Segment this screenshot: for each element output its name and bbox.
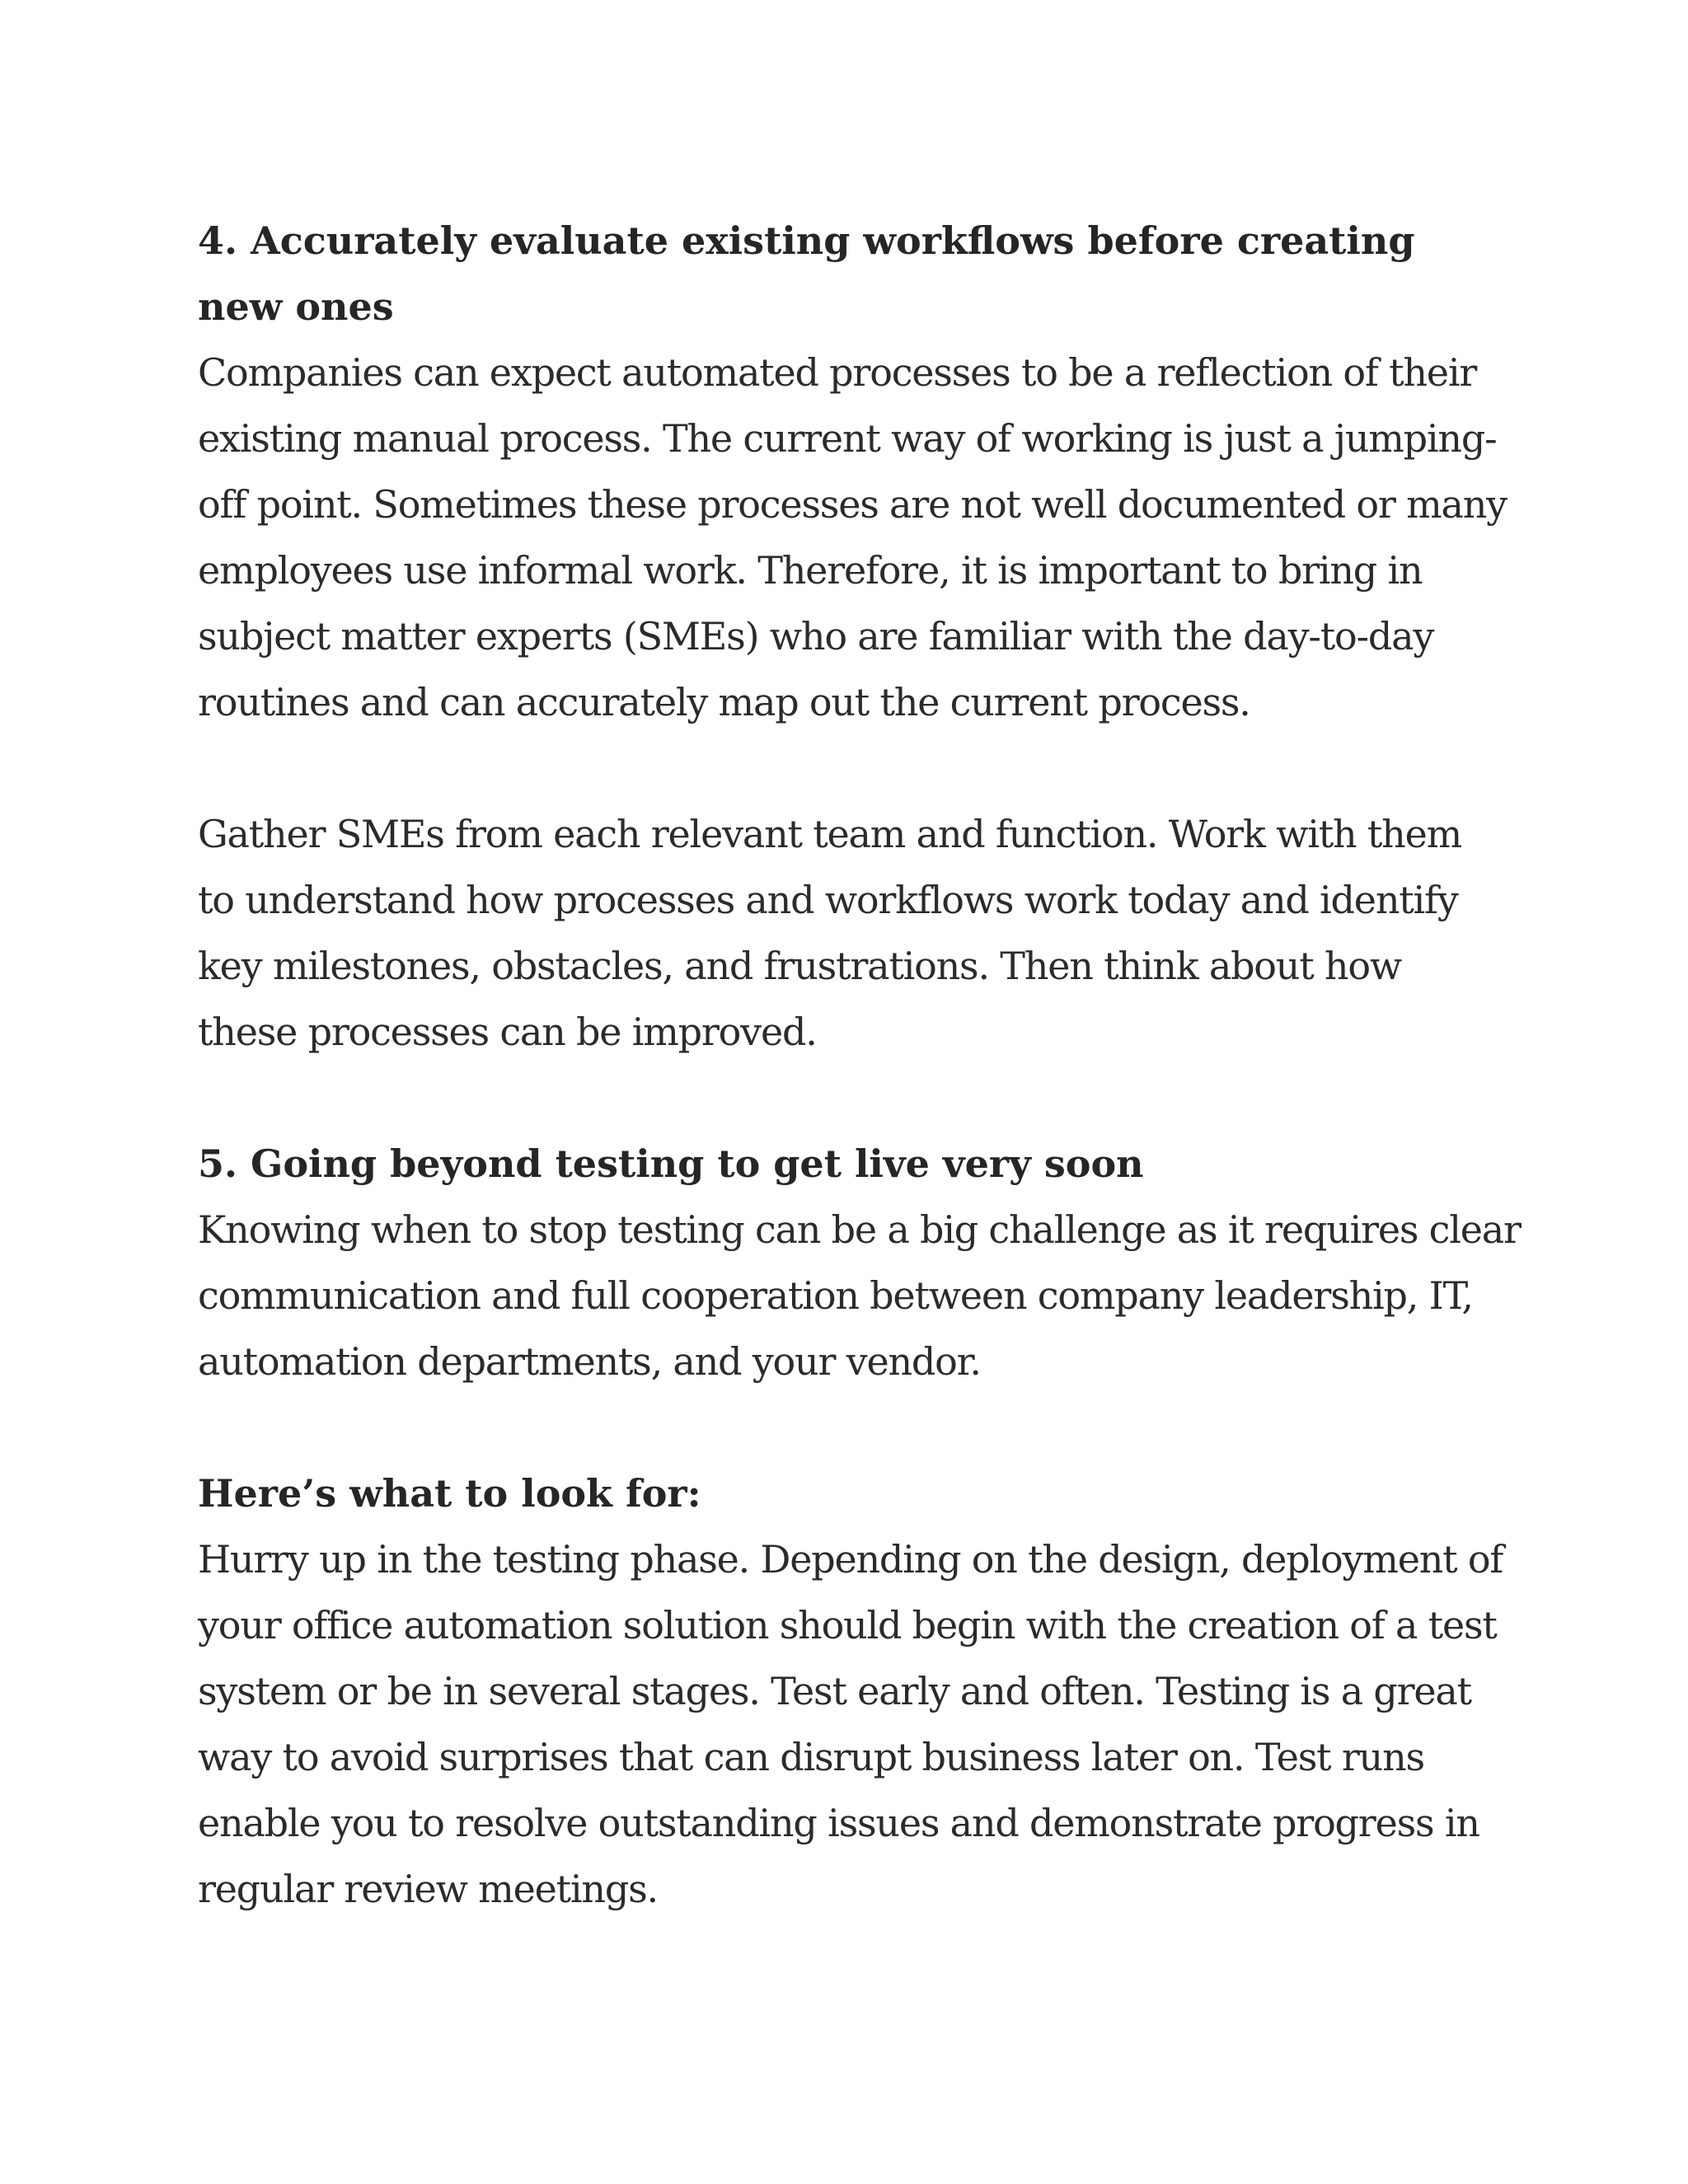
section-heading-5	[198, 1131, 1517, 1197]
text-line: off point. Sometimes these processes are not well documented or many	[198, 482, 1507, 527]
subsection-heading	[198, 1460, 1517, 1526]
paragraph	[198, 1197, 1521, 1394]
text-line: employees use informal work. Therefore, it is important to bring in	[198, 548, 1423, 593]
heading-line: new ones	[198, 284, 394, 329]
text-line: system or be in several stages. Test early and often. Testing is a great	[198, 1669, 1471, 1713]
section-heading-4	[198, 208, 1517, 340]
heading-line: Here’s what to look for:	[198, 1471, 701, 1516]
text-line: your office automation solution should begin with the creation of a test	[198, 1603, 1497, 1647]
text-line: routines and can accurately map out the current process.	[198, 680, 1250, 724]
paragraph-spacer	[198, 1394, 1517, 1460]
paragraph-spacer	[198, 1065, 1517, 1131]
heading-line: 4. Accurately evaluate existing workflows before creating	[198, 218, 1415, 263]
paragraph	[198, 1526, 1517, 1922]
text-line: enable you to resolve outstanding issues and demonstrate progress in	[198, 1801, 1479, 1845]
text-line: way to avoid surprises that can disrupt business later on. Test runs	[198, 1735, 1424, 1779]
text-line: Knowing when to stop testing can be a big challenge as it requires clear	[198, 1207, 1521, 1252]
text-line: existing manual process. The current way of working is just a jumping-	[198, 416, 1497, 461]
text-line: automation departments, and your vendor.	[198, 1339, 981, 1384]
paragraph	[198, 801, 1517, 1065]
text-line: regular review meetings.	[198, 1867, 658, 1911]
text-line: Hurry up in the testing phase. Depending on the design, deployment of	[198, 1537, 1503, 1582]
text-line: these processes can be improved.	[198, 1010, 817, 1054]
paragraph-spacer	[198, 735, 1517, 801]
heading-line: 5. Going beyond testing to get live very soon	[198, 1141, 1144, 1186]
text-line: to understand how processes and workflows work today and identify	[198, 878, 1458, 922]
document-page	[198, 208, 1521, 1922]
text-line: Companies can expect automated processes to be a reflection of their	[198, 350, 1477, 395]
text-line: communication and full cooperation between company leadership, IT,	[198, 1273, 1473, 1318]
text-line: subject matter experts (SMEs) who are familiar with the day-to-day	[198, 614, 1434, 658]
text-line: Gather SMEs from each relevant team and function. Work with them	[198, 812, 1462, 856]
paragraph	[198, 340, 1517, 735]
text-line: key milestones, obstacles, and frustrations. Then think about how	[198, 944, 1402, 988]
